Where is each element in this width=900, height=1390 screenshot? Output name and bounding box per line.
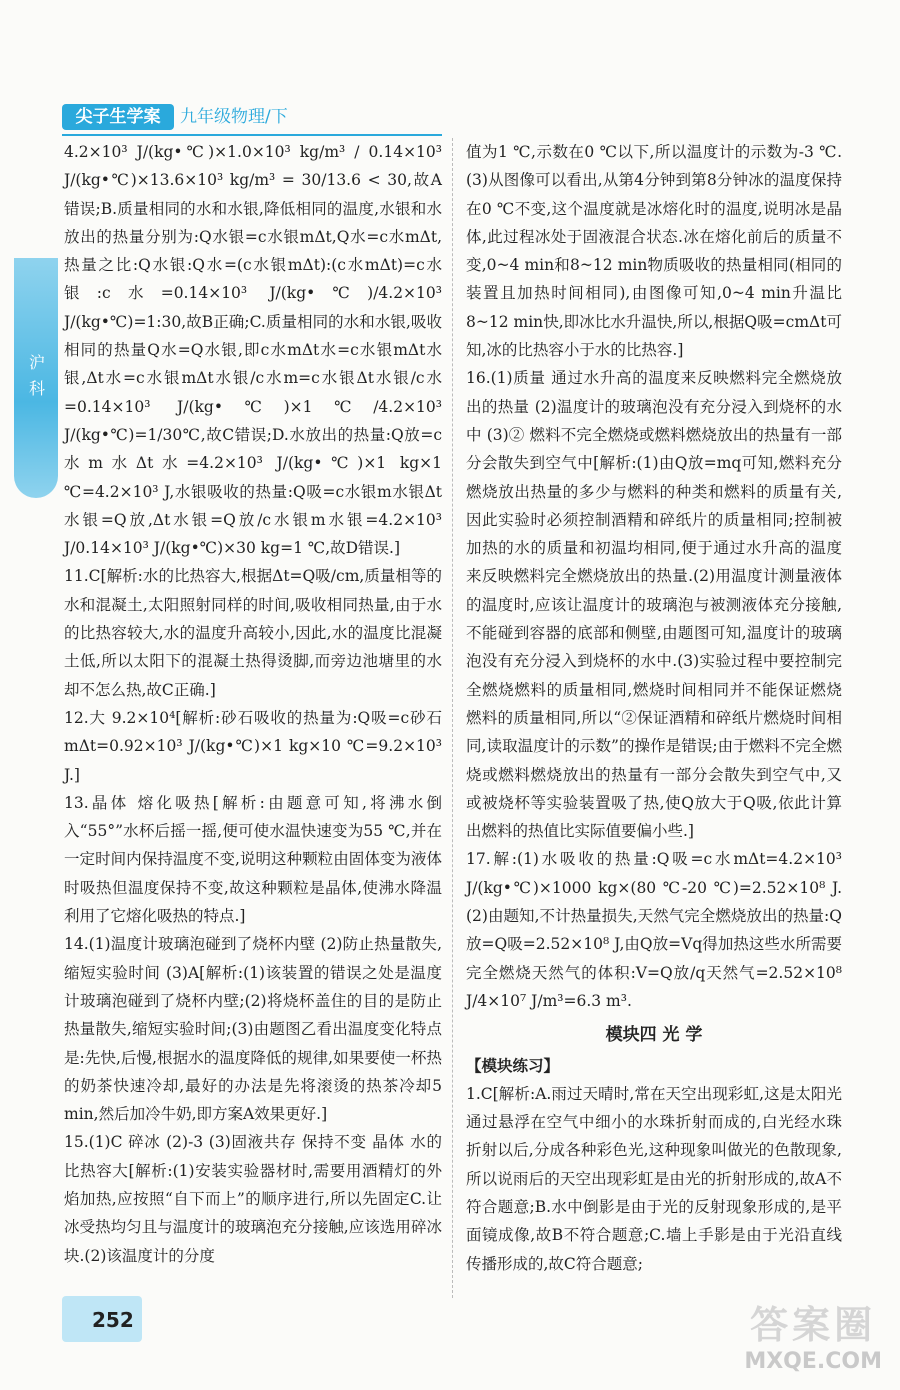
page-number: 252 <box>92 1308 134 1332</box>
answer-14: 14.(1)温度计玻璃泡碰到了烧杯内壁 (2)防止热量散失,缩短实验时间 (3)A[解析:(1)该装置的错误之处是温度计玻璃泡碰到了烧杯内壁;(2)将烧杯盖住的目的是防止热量散失,缩短实验时间;(3)由题图乙看出温度变化特点是:先快,后慢,根据水的温度降低的规律,如果要使一杯热的奶茶快速冷却,最好的办法是先将滚烫的热茶冷却5 min,然后加冷牛奶,即方案A效果更好.] <box>64 935 442 1124</box>
header-rule <box>62 134 442 136</box>
page-header <box>62 100 422 132</box>
answer-13: 13.晶体 熔化吸热[解析:由题意可知,将沸水倒入“55°”水杯后摇一摇,便可使水温快速变为55 ℃,并在一定时间内保持温度不变,说明这种颗粒由固体变为液体时吸热但温度保持不变,故这种颗粒是晶体,使沸水降温利用了它熔化吸热的特点.] <box>64 793 442 926</box>
side-tab-label: 沪科 <box>28 353 45 398</box>
answer-15: 15.(1)C 碎冰 (2)-3 (3)固液共存 保持不变 晶体 水的比热容大[解析:(1)安装实验器材时,需要用酒精灯的外焰加热,应按照“自下而上”的顺序进行,所以先固定C.让冰受热均匀且与温度计的玻璃泡充分接触,应该选用碎冰块.(2)该温度计的分度 <box>64 1133 442 1265</box>
answer-11: 11.C[解析:水的比热容大,根据Δt=Q吸/cm,质量相等的水和混凝土,太阳照射同样的时间,吸收相同热量,由于水的比热容较大,水的温度升高较小,因此,水的温度比混凝土低,所以太阳下的混凝土热得烫脚,而旁边池塘里的水却不怎么热,故C正确.] <box>64 567 442 699</box>
watermark <box>744 1294 882 1374</box>
answer-10-continued: 4.2×10³ J/(kg•℃)×1.0×10³ kg/m³ / 0.14×10³ J/(kg•℃)×13.6×10³ kg/m³ = 30/13.6 < 30,故A错误;B.质量相同的水和水银,降低相同的温度,水银和水放出的热量分别为:Q水银=c水银mΔt,Q水=c水mΔt,热量之比:Q水银:Q水=(c水银mΔt):(c水mΔt)=c水银:c水=0.14×10³ J/(kg•℃)/4.2×10³ J/(kg•℃)=1:30,故B正确;C.质量相同的水和水银,吸收相同的热量Q水=Q水银,即c水mΔt水=c水银mΔt水银,Δt水=c水银mΔt水银/c水m=c水银Δt水银/c水=0.14×10³ J/(kg•℃)×1℃/4.2×10³ J/(kg•℃)=1/30℃,故C错误;D.水放出的热量:Q放=c水m水Δt水=4.2×10³ J/(kg•℃)×1 kg×1 ℃=4.2×10³ J,水银吸收的热量:Q吸=c水银m水银Δt水银=Q放,Δt水银=Q放/c水银m水银=4.2×10³ J/0.14×10³ J/(kg•℃)×30 kg=1 ℃,故D错误.] <box>64 143 442 558</box>
watermark-logo: 答案圈 <box>750 1303 877 1347</box>
brand-label: 尖子生学案 <box>62 104 174 130</box>
answer-module4-1: 1.C[解析:A.雨过天晴时,常在天空出现彩虹,这是太阳光通过悬浮在空气中细小的水珠折射而成的,白光经水珠折射以后,分成各种彩色光,这种现象叫做光的色散现象,所以说雨后的天空出现彩虹是由光的折射形成的,故A不符合题意;B.水中倒影是由于光的反射现象形成的,是平面镜成像,故B不符合题意;C.墙上手影是由于光沿直线传播形成的,故C符合题意; <box>466 1084 842 1273</box>
answer-16: 16.(1)质量 通过水升高的温度来反映燃料完全燃烧放出的热量 (2)温度计的玻璃泡没有充分浸入到烧杯的水中 (3)② 燃料不完全燃烧或燃料燃烧放出的热量有一部分会散失到空气中[解析:(1)由Q放=mq可知,燃料充分燃烧放出热量的多少与燃料的种类和燃料的质量有关,因此实验时必须控制酒精和碎纸片的质量相同;控制被加热的水的质量和初温均相同,便于通过水升高的温度来反映燃料完全燃烧放出的热量.(2)用温度计测量液体的温度时,应该让温度计的玻璃泡与被测液体充分接触,不能碰到容器的底部和侧壁,由题图可知,温度计的玻璃泡没有充分浸入到烧杯的水中.(3)实验过程中要控制完全燃烧燃料的质量相同,燃烧时间相同并不能保证燃烧燃料的质量相同,所以“②保证酒精和碎纸片燃烧时间相同,读取温度计的示数”的操作是错误;由于燃料不完全燃烧或燃料燃烧放出的热量有一部分会散失到空气中,又或被烧杯等实验装置吸了热,使Q放大于Q吸,依此计算出燃料的热值比实际值要偏小些.] <box>466 369 842 841</box>
subject-label: 九年级物理/下 <box>180 107 288 127</box>
answer-12: 12.大 9.2×10⁴[解析:砂石吸收的热量为:Q吸=c砂石mΔt=0.92×10³ J/(kg•℃)×1 kg×10 ℃=9.2×10³ J.] <box>64 708 442 784</box>
answer-17: 17.解:(1)水吸收的热量:Q吸=c水mΔt=4.2×10³ J/(kg•℃)×1000 kg×(80 ℃-20 ℃)=2.52×10⁸ J. (2)由题知,不计热量损失,天然气完全燃烧放出的热量:Q放=Q吸=2.52×10⁸ J,由Q放=Vq得加热这些水所需要完全燃烧天然气的体积:V=Q放/q天然气=2.52×10⁸ J/4×10⁷ J/m³=6.3 m³. <box>466 850 842 1010</box>
column-divider <box>452 138 453 1298</box>
section-title: 模块四 光 学 <box>605 1025 703 1046</box>
exercise-tag: 【模块练习】 <box>466 1056 560 1075</box>
watermark-url: MXQE.COM <box>744 1349 882 1374</box>
right-column <box>466 138 842 1278</box>
left-column <box>64 138 442 1270</box>
answer-15-continued: 值为1 ℃,示数在0 ℃以下,所以温度计的示数为-3 ℃.(3)从图像可以看出,从第4分钟到第8分钟冰的温度保持在0 ℃不变,这个温度就是冰熔化时的温度,说明冰是晶体,此过程冰处于固液混合状态.冰在熔化前后的质量不变,0~4 min和8~12 min物质吸收的热量相同(相同的装置且加热时间相同),由图像可知,0~4 min升温比8~12 min快,即冰比水升温快,所以,根据Q吸=cmΔt可知,冰的比热容小于水的比热容.] <box>466 143 842 360</box>
